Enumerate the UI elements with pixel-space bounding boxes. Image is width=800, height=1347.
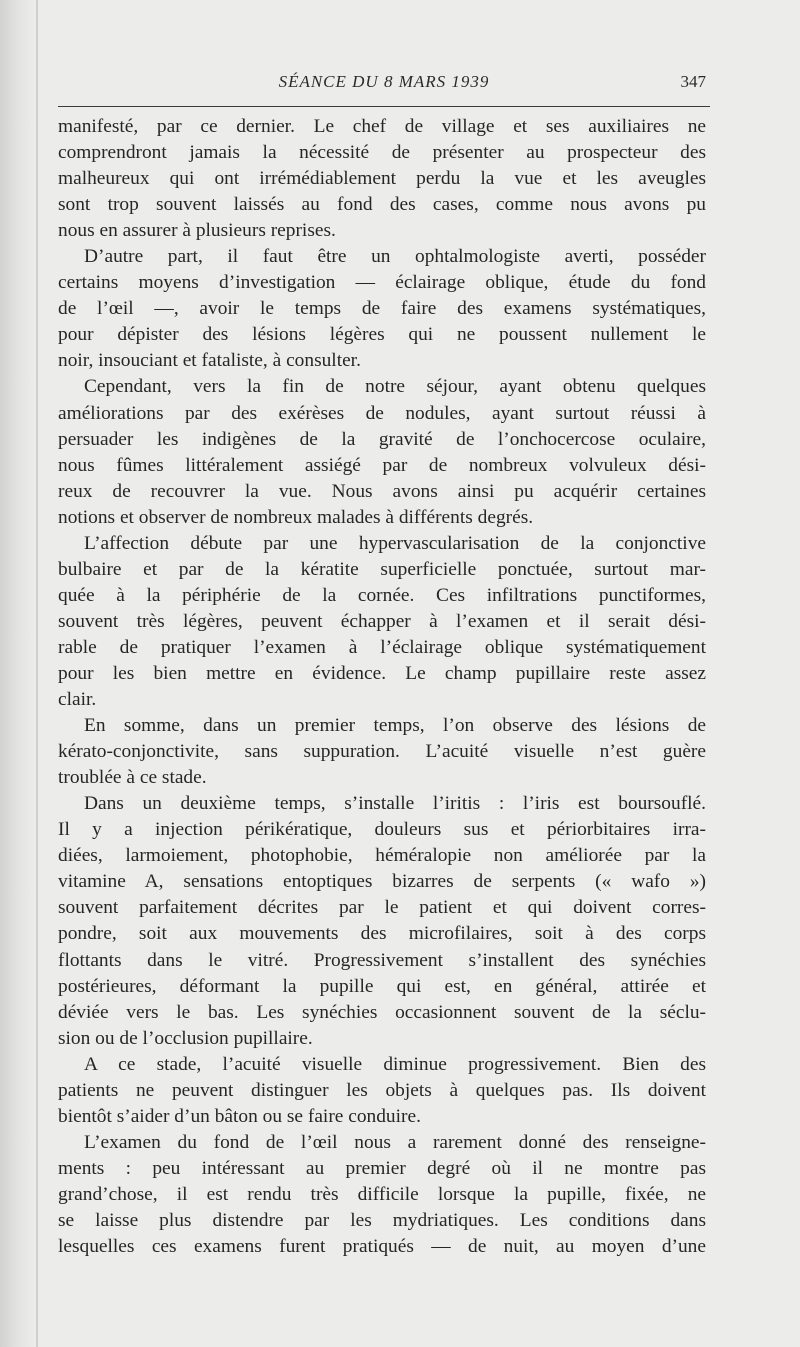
text-line: diées, larmoiement, photophobie, héméralopie non améliorée par la: [58, 845, 706, 867]
text-line: nous en assurer à plusieurs reprises.: [58, 220, 336, 242]
text-line: grand’chose, il est rendu très difficile lorsque la pupille, fixée, ne: [58, 1183, 706, 1205]
running-head: [58, 72, 710, 98]
text-line: postérieures, déformant la pupille qui est, en général, attirée et: [58, 975, 706, 997]
text-line: sion ou de l’occlusion pupillaire.: [58, 1027, 313, 1049]
text-line: bientôt s’aider d’un bâton ou se faire conduire.: [58, 1105, 421, 1127]
text-line: flottants dans le vitré. Progressivement s’installent des synéchies: [58, 949, 706, 971]
text-line: L’affection débute par une hypervascularisation de la conjonctive: [84, 532, 706, 554]
text-line: pour dépister des lésions légères qui ne poussent nullement le: [58, 324, 706, 346]
text-line: troublée à ce stade.: [58, 767, 207, 789]
text-line: se laisse plus distendre par les mydriatiques. Les conditions dans: [58, 1209, 706, 1231]
book-spine-shadow: [0, 0, 34, 1347]
text-line: sont trop souvent laissés au fond des cases, comme nous avons pu: [58, 194, 706, 216]
text-line: notions et observer de nombreux malades à différents degrés.: [58, 506, 534, 528]
text-line: L’examen du fond de l’œil nous a rarement donné des renseigne-: [84, 1131, 706, 1153]
text-line: pondre, soit aux mouvements des microfilaires, soit à des corps: [58, 923, 706, 945]
text-line: améliorations par des exérèses de nodules, ayant surtout réussi à: [58, 402, 706, 424]
text-line: bulbaire et par de la kératite superficielle ponctuée, surtout mar-: [58, 558, 706, 580]
body-text: [58, 114, 706, 1260]
text-line: souvent parfaitement décrites par le patient et qui doivent corres-: [58, 897, 706, 919]
text-line: comprendront jamais la nécessité de présenter au prospecteur des: [58, 142, 706, 164]
text-line: de l’œil —, avoir le temps de faire des examens systématiques,: [58, 298, 706, 320]
text-line: malheureux qui ont irrémédiablement perdu la vue et les aveugles: [58, 168, 706, 190]
text-line: nous fûmes littéralement assiégé par de nombreux volvuleux dési-: [58, 454, 706, 476]
page-number: 347: [680, 72, 706, 91]
text-line: quée à la périphérie de la cornée. Ces infiltrations punctiformes,: [58, 584, 706, 606]
text-line: En somme, dans un premier temps, l’on observe des lésions de: [84, 715, 706, 737]
text-line: A ce stade, l’acuité visuelle diminue progressivement. Bien des: [84, 1053, 706, 1075]
text-line: souvent très légères, peuvent échapper à l’examen et il serait dési-: [58, 610, 706, 632]
text-line: noir, insouciant et fataliste, à consulter.: [58, 350, 361, 372]
text-line: rable de pratiquer l’examen à l’éclairage oblique systématiquement: [58, 636, 706, 658]
text-line: ments : peu intéressant au premier degré où il ne montre pas: [58, 1157, 706, 1179]
text-line: D’autre part, il faut être un ophtalmologiste averti, posséder: [84, 246, 706, 268]
text-line: reux de recouvrer la vue. Nous avons ainsi pu acquérir certaines: [58, 480, 706, 502]
gutter-line: [36, 0, 38, 1347]
text-line: manifesté, par ce dernier. Le chef de village et ses auxiliaires ne: [58, 116, 706, 137]
text-line: Dans un deuxième temps, s’installe l’iritis : l’iris est boursouflé.: [84, 793, 706, 815]
header-rule: [58, 106, 710, 107]
text-line: kérato-conjonctivite, sans suppuration. L’acuité visuelle n’est guère: [58, 741, 706, 763]
text-line: certains moyens d’investigation — éclairage oblique, étude du fond: [58, 272, 706, 294]
text-line: patients ne peuvent distinguer les objets à quelques pas. Ils doivent: [58, 1079, 706, 1101]
text-line: persuader les indigènes de la gravité de l’onchocercose oculaire,: [58, 428, 706, 450]
text-line: déviée vers le bas. Les synéchies occasionnent souvent de la séclu-: [58, 1001, 706, 1023]
text-line: Il y a injection périkératique, douleurs sus et périorbitaires irra-: [58, 819, 706, 841]
text-line: pour les bien mettre en évidence. Le champ pupillaire reste assez: [58, 662, 706, 684]
text-line: clair.: [58, 689, 97, 711]
running-title: SÉANCE DU 8 MARS 1939: [278, 72, 490, 91]
text-line: Cependant, vers la fin de notre séjour, ayant obtenu quelques: [84, 376, 706, 398]
text-line: vitamine A, sensations entoptiques bizarres de serpents (« wafo »): [58, 871, 706, 893]
text-line: lesquelles ces examens furent pratiqués — de nuit, au moyen d’une: [58, 1236, 706, 1258]
